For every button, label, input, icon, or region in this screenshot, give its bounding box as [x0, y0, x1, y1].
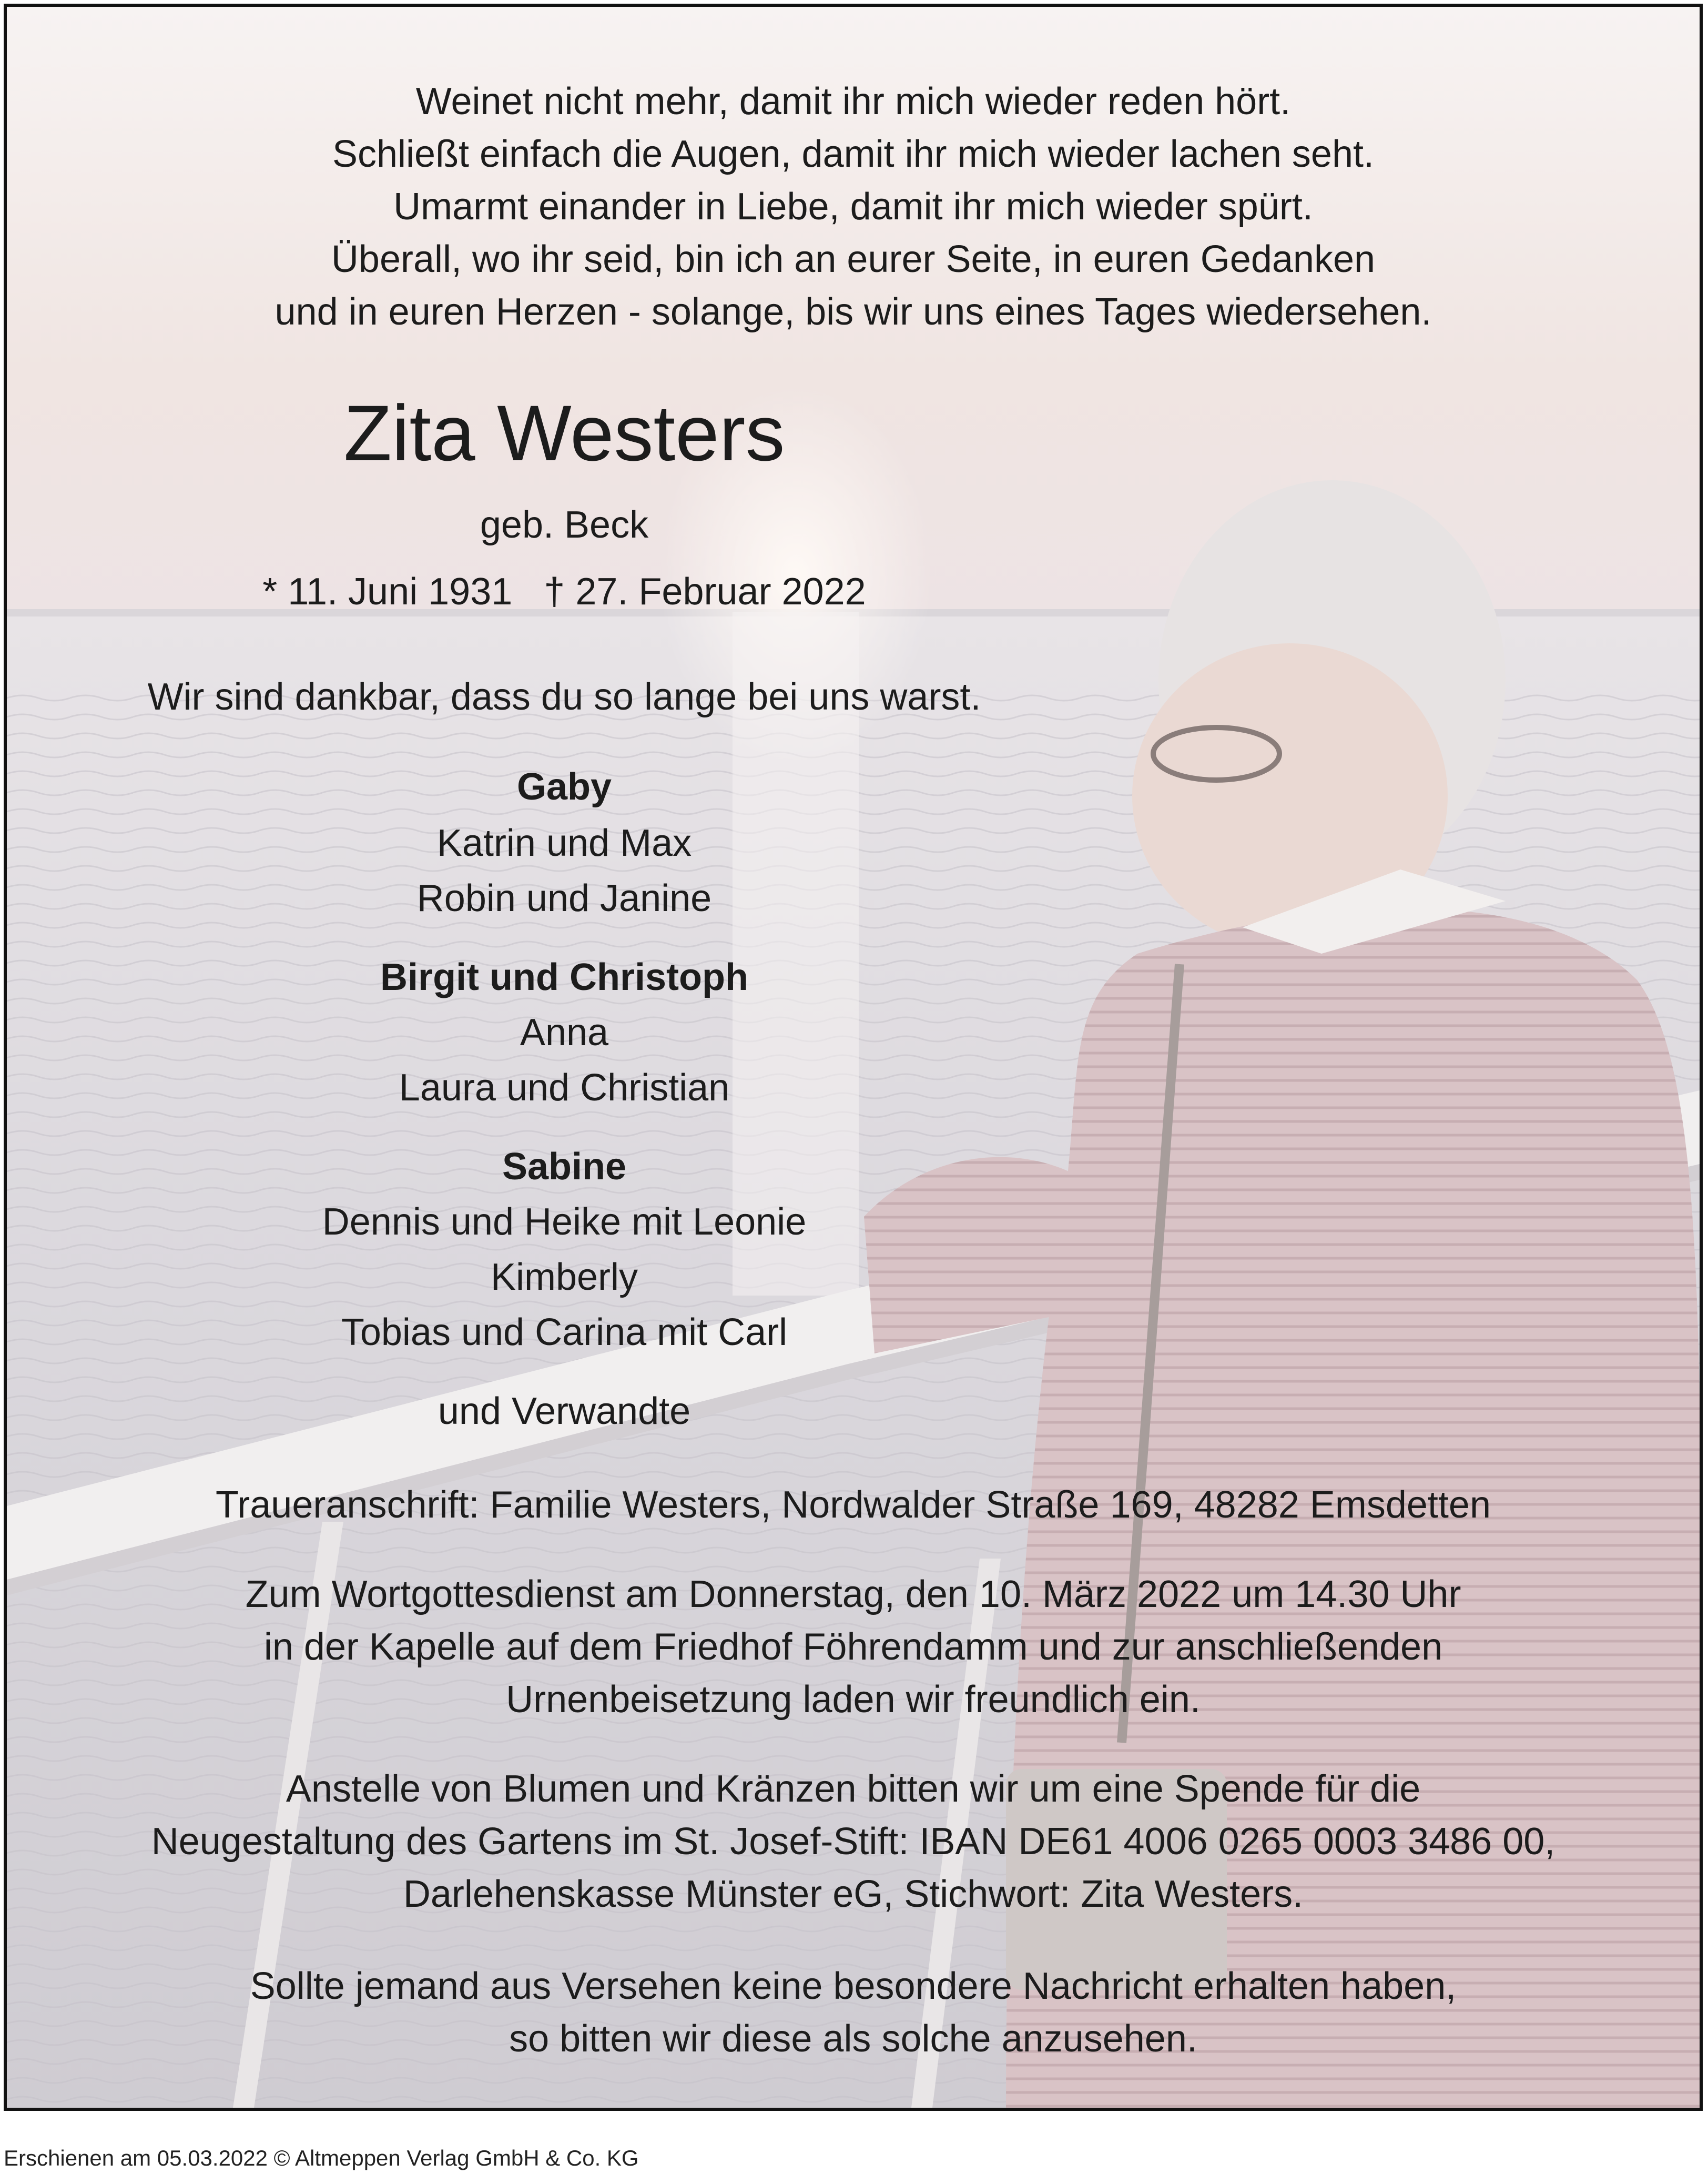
relatives-text: und Verwandte — [438, 1390, 691, 1432]
obituary-content — [7, 7, 1700, 2108]
poem-line: Weinet nicht mehr, damit ihr mich wieder reden hört. — [415, 80, 1291, 123]
publication-footer: Erschienen am 05.03.2022 © Altmeppen Verlag GmbH & Co. KG — [4, 2146, 639, 2170]
family-member: Robin und Janine — [416, 877, 712, 919]
notice-line: so bitten wir diese als solche anzusehen. — [509, 2018, 1197, 2060]
family-head: Sabine — [502, 1146, 627, 1188]
donation-line: Darlehenskasse Münster eG, Stichwort: Zita Westers. — [403, 1873, 1304, 1915]
obituary-frame — [4, 4, 1703, 2111]
gratitude-text: Wir sind dankbar, dass du so lange bei uns warst. — [147, 676, 981, 718]
poem-line: Überall, wo ihr seid, bin ich an eurer Seite, in euren Gedanken — [331, 238, 1376, 280]
service-line: Urnenbeisetzung laden wir freundlich ein. — [506, 1678, 1201, 1721]
poem-line: Schließt einfach die Augen, damit ihr mich wieder lachen seht. — [332, 133, 1375, 175]
family-head: Gaby — [516, 766, 612, 808]
service-line: Zum Wortgottesdienst am Donnerstag, den 10. März 2022 um 14.30 Uhr — [245, 1573, 1461, 1615]
poem-line: Umarmt einander in Liebe, damit ihr mich wieder spürt. — [393, 186, 1313, 228]
family-member: Laura und Christian — [399, 1067, 730, 1109]
birth-date: * 11. Juni 1931 — [262, 571, 513, 613]
family-member: Dennis und Heike mit Leonie — [322, 1201, 807, 1243]
family-member: Tobias und Carina mit Carl — [341, 1311, 788, 1353]
deceased-name: Zita Westers — [343, 389, 785, 477]
family-member: Anna — [520, 1012, 609, 1054]
life-dates — [38, 565, 1090, 618]
service-line: in der Kapelle auf dem Friedhof Föhrendamm und zur anschließenden — [263, 1626, 1443, 1668]
family-head: Birgit und Christoph — [380, 956, 748, 998]
family-member: Kimberly — [490, 1256, 638, 1298]
maiden-name: geb. Beck — [480, 504, 649, 546]
death-date: † 27. Februar 2022 — [544, 571, 866, 613]
poem-line: und in euren Herzen - solange, bis wir uns eines Tages wiedersehen. — [274, 291, 1432, 333]
notice-line: Sollte jemand aus Versehen keine besondere Nachricht erhalten haben, — [250, 1965, 1457, 2007]
family-member: Katrin und Max — [436, 822, 692, 864]
donation-line: Neugestaltung des Gartens im St. Josef-Stift: IBAN DE61 4006 0265 0003 3486 00, — [151, 1821, 1556, 1863]
donation-line: Anstelle von Blumen und Kränzen bitten wir um eine Spende für die — [286, 1768, 1421, 1810]
condolence-address: Traueranschrift: Familie Westers, Nordwalder Straße 169, 48282 Emsdetten — [215, 1484, 1491, 1526]
